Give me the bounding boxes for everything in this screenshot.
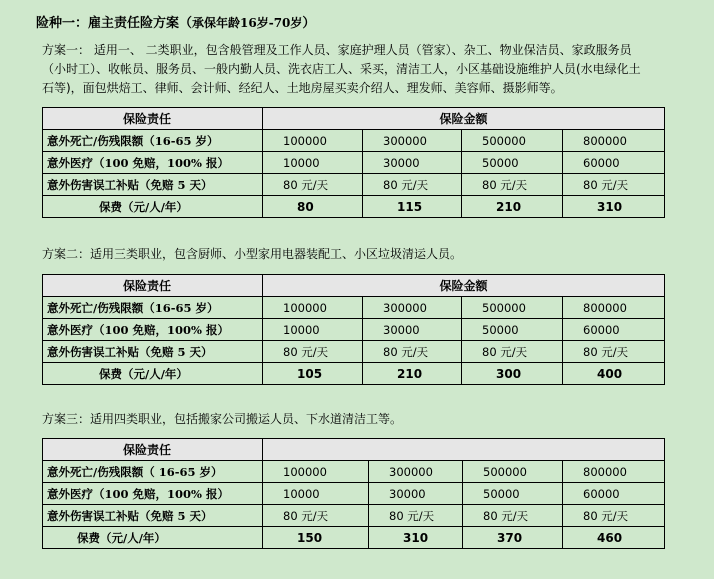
cell-value: 60000 [563, 319, 665, 341]
premium-value: 115 [363, 196, 462, 218]
cell-value: 80 元/天 [563, 174, 665, 196]
cell-value: 80 元/天 [363, 341, 462, 363]
row-label: 意外伤害误工补贴（免赔 5 天） [43, 174, 263, 196]
header-insured-amount [263, 439, 665, 461]
table-row [43, 319, 665, 341]
table-row [43, 130, 665, 152]
plan-3-table [42, 438, 665, 549]
cell-value: 60000 [563, 152, 665, 174]
cell-value: 80 元/天 [563, 505, 665, 527]
header-responsibility: 保险责任 [43, 275, 263, 297]
cell-value: 50000 [462, 319, 563, 341]
header-responsibility: 保险责任 [43, 108, 263, 130]
cell-value: 100000 [263, 461, 369, 483]
cell-value: 10000 [263, 319, 363, 341]
cell-value: 60000 [563, 483, 665, 505]
premium-value: 400 [563, 363, 665, 385]
premium-value: 210 [363, 363, 462, 385]
cell-value: 80 元/天 [363, 174, 462, 196]
cell-value: 500000 [462, 130, 563, 152]
cell-value: 800000 [563, 297, 665, 319]
plan-1-desc-line: 石等)，面包烘焙工、律师、会计师、经纪人、土地房屋买卖介绍人、理发师、美容师、摄影师等。 [42, 81, 563, 95]
cell-value: 80 元/天 [263, 174, 363, 196]
table-header-row [43, 439, 665, 461]
plan-3-desc-line: 方案三：适用四类职业，包括搬家公司搬运人员、下水道清洁工等。 [42, 412, 403, 426]
row-label: 意外死亡/伤残限额（16-65 岁） [43, 297, 263, 319]
row-label: 意外医疗（100 免赔，100% 报） [43, 319, 263, 341]
title-age-range: 承保年龄16岁-70岁 [192, 16, 303, 30]
cell-value: 300000 [369, 461, 463, 483]
row-label: 意外伤害误工补贴（免赔 5 天） [43, 505, 263, 527]
header-insured-amount: 保险金额 [263, 108, 665, 130]
premium-value: 105 [263, 363, 363, 385]
document-title [36, 12, 315, 31]
cell-value: 10000 [263, 152, 363, 174]
plan-2-description [42, 245, 462, 264]
premium-label: 保费（元/人/年） [43, 363, 263, 385]
premium-value: 210 [462, 196, 563, 218]
plan-2-desc-line: 方案二：适用三类职业，包含厨师、小型家用电器装配工、小区垃圾清运人员。 [42, 247, 463, 261]
header-insured-amount: 保险金额 [263, 275, 665, 297]
row-label: 意外死亡/伤残限额（ 16-65 岁） [43, 461, 263, 483]
table-row [43, 174, 665, 196]
premium-row [43, 363, 665, 385]
premium-value: 460 [563, 527, 665, 549]
table-header-row [43, 108, 665, 130]
cell-value: 800000 [563, 130, 665, 152]
cell-value: 80 元/天 [369, 505, 463, 527]
plan-1-table [42, 107, 665, 218]
title-main: 险种一：雇主责任险方案（ [36, 16, 193, 31]
cell-value: 80 元/天 [263, 505, 369, 527]
row-label: 意外医疗（100 免赔，100% 报） [43, 152, 263, 174]
premium-row [43, 196, 665, 218]
cell-value: 100000 [263, 130, 363, 152]
cell-value: 100000 [263, 297, 363, 319]
cell-value: 50000 [462, 152, 563, 174]
cell-value: 500000 [462, 297, 563, 319]
premium-value: 150 [263, 527, 369, 549]
cell-value: 80 元/天 [462, 174, 563, 196]
table-row [43, 341, 665, 363]
premium-row [43, 527, 665, 549]
cell-value: 10000 [263, 483, 369, 505]
row-label: 意外死亡/伤残限额（16-65 岁） [43, 130, 263, 152]
table-row [43, 152, 665, 174]
cell-value: 800000 [563, 461, 665, 483]
plan-2-table [42, 274, 665, 385]
plan-1-description [42, 41, 641, 98]
premium-value: 300 [462, 363, 563, 385]
premium-label: 保费（元/人/年） [43, 527, 263, 549]
title-close: ） [302, 16, 316, 31]
cell-value: 30000 [363, 152, 462, 174]
cell-value: 50000 [463, 483, 563, 505]
cell-value: 80 元/天 [263, 341, 363, 363]
row-label: 意外医疗（100 免赔，100% 报） [43, 483, 263, 505]
premium-value: 80 [263, 196, 363, 218]
cell-value: 80 元/天 [563, 341, 665, 363]
cell-value: 30000 [363, 319, 462, 341]
table-header-row [43, 275, 665, 297]
cell-value: 80 元/天 [462, 341, 563, 363]
header-responsibility: 保险责任 [43, 439, 263, 461]
plan-1-desc-line: （小时工）、收帐员、服务员、一般内勤人员、洗衣店工人、采买，清洁工人，小区基础设施维护人员(水电绿化土 [42, 62, 641, 76]
table-row [43, 505, 665, 527]
cell-value: 500000 [463, 461, 563, 483]
row-label: 意外伤害误工补贴（免赔 5 天） [43, 341, 263, 363]
cell-value: 300000 [363, 130, 462, 152]
plan-3-description [42, 410, 402, 429]
cell-value: 30000 [369, 483, 463, 505]
premium-value: 310 [369, 527, 463, 549]
table-row [43, 461, 665, 483]
plan-1-desc-line: 方案一： 适用一、 二类职业，包含般管理及工作人员、家庭护理人员（管家）、杂工、物业保洁员、家政服务员 [42, 43, 632, 57]
premium-label: 保费（元/人/年） [43, 196, 263, 218]
table-row [43, 297, 665, 319]
premium-value: 370 [463, 527, 563, 549]
cell-value: 80 元/天 [463, 505, 563, 527]
table-row [43, 483, 665, 505]
cell-value: 300000 [363, 297, 462, 319]
premium-value: 310 [563, 196, 665, 218]
